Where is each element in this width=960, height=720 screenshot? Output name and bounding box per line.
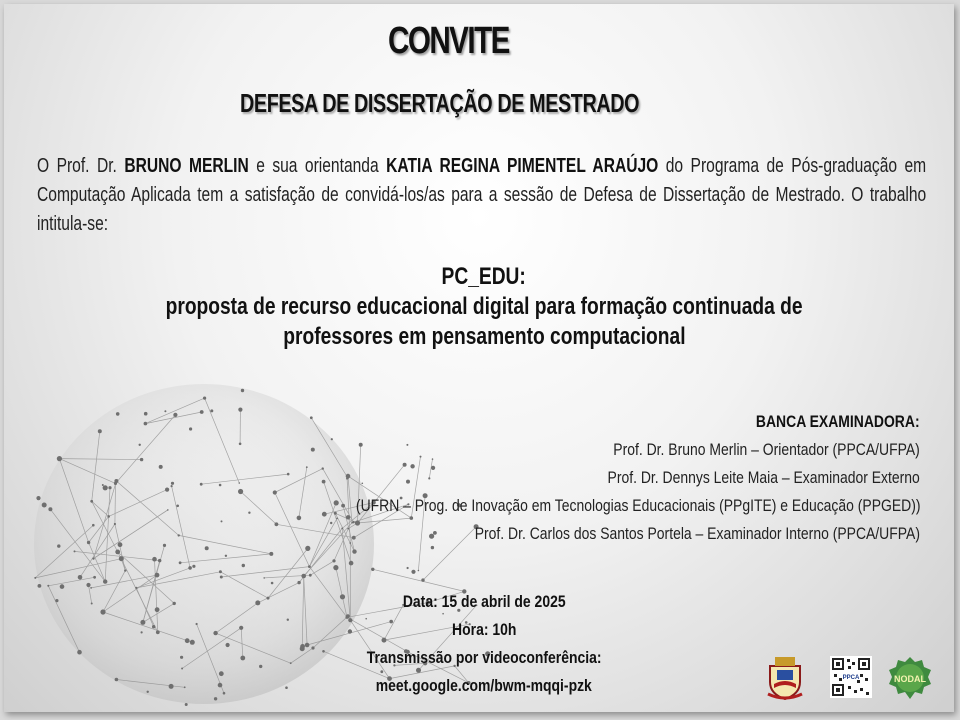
network-node (155, 607, 160, 612)
network-node (152, 625, 155, 628)
network-node (100, 609, 105, 614)
network-node (47, 585, 49, 587)
event-subtitle: DEFESA DE DISSERTAÇÃO DE MESTRADO (240, 88, 640, 118)
network-node (255, 600, 260, 605)
network-node (239, 626, 243, 630)
network-node (171, 482, 174, 485)
network-node (290, 662, 292, 664)
committee-member: Prof. Dr. Bruno Merlin – Orientador (PPCA/UFPA) (613, 440, 920, 459)
network-node (116, 412, 120, 416)
network-node (333, 565, 338, 570)
network-node (74, 550, 76, 552)
network-node (188, 566, 192, 570)
network-node (241, 389, 244, 392)
network-node (218, 683, 223, 688)
network-node (285, 686, 288, 689)
network-node (156, 630, 160, 634)
committee-section (232, 408, 921, 548)
network-node (55, 599, 58, 602)
network-node (171, 485, 173, 487)
network-node (103, 579, 107, 583)
network-node (108, 486, 111, 489)
network-node (158, 559, 161, 562)
network-node (87, 541, 90, 544)
network-node (196, 623, 198, 625)
network-node (57, 544, 60, 547)
network-node (90, 587, 92, 589)
network-node (371, 568, 374, 571)
network-node (176, 505, 179, 508)
network-node (144, 412, 148, 416)
network-node (164, 410, 166, 412)
network-node (421, 578, 424, 581)
network-node (140, 458, 143, 461)
network-node (93, 576, 96, 579)
network-node (214, 697, 217, 700)
network-node (38, 584, 42, 588)
network-node (140, 620, 145, 625)
network-node (210, 409, 213, 412)
qr-code-icon (830, 656, 872, 698)
network-node (165, 488, 169, 492)
network-node (135, 587, 137, 589)
advisor-name: BRUNO MERLIN (124, 155, 249, 177)
event-transmission: Transmissão por videoconferência: (366, 648, 602, 667)
network-node (118, 542, 123, 547)
network-node (147, 691, 149, 693)
network-node (301, 574, 306, 579)
network-node (144, 422, 148, 426)
network-node (352, 549, 356, 553)
network-node (77, 650, 82, 655)
network-node (263, 577, 265, 579)
university-crest-logo (764, 656, 806, 700)
network-node (141, 631, 143, 633)
network-node (114, 482, 117, 485)
intro-paragraph (37, 152, 927, 239)
network-node (167, 509, 169, 511)
network-node (411, 570, 415, 574)
network-node (184, 686, 186, 688)
network-node (192, 565, 195, 568)
network-node (259, 665, 262, 668)
event-time: Hora: 10h (451, 620, 517, 639)
committee-member: Prof. Dr. Carlos dos Santos Portela – Examinador Interno (PPCA/UFPA) (474, 524, 920, 543)
work-title-line3: professores em pensamento computacional (282, 323, 686, 350)
network-node (242, 564, 245, 567)
qr-caption: PPCA (842, 675, 860, 681)
network-node (418, 570, 420, 572)
network-node (200, 483, 203, 486)
invitation-card (4, 4, 954, 712)
network-node (226, 643, 230, 647)
intro-text-3: do Programa de Pós-graduação em Computação Aplicada tem a satisfação de convidá-los/as para a sessão de Defesa de Dissertação de Mestrado. O trabalho intitula-se: (37, 155, 927, 235)
network-node (203, 397, 206, 400)
committee-heading: BANCA EXAMINADORA: (756, 412, 920, 431)
network-node (269, 552, 273, 556)
network-node (102, 484, 104, 486)
network-node (86, 583, 90, 587)
network-node (48, 507, 52, 511)
committee-member: Prof. Dr. Dennys Leite Maia – Examinador Externo (607, 468, 920, 487)
network-node (155, 573, 160, 578)
network-node (225, 555, 227, 557)
network-node (98, 429, 102, 433)
invitation-title: CONVITE (388, 20, 509, 62)
network-node (78, 575, 83, 580)
network-node (92, 558, 94, 560)
network-node (36, 496, 40, 500)
network-node (163, 544, 166, 547)
network-node (119, 556, 124, 561)
nodal-text: NODAL (894, 674, 926, 684)
intro-text-1: O Prof. Dr. (37, 155, 125, 177)
network-node (107, 515, 110, 518)
network-node (287, 619, 289, 621)
network-node (92, 524, 95, 527)
network-node (115, 550, 120, 555)
network-node (190, 640, 195, 645)
student-name: KATIA REGINA PIMENTEL ARAÚJO (386, 155, 659, 177)
network-node (60, 584, 65, 589)
network-node (220, 576, 223, 579)
network-node (180, 656, 183, 659)
network-node (173, 602, 176, 605)
work-title-line2: proposta de recurso educacional digital para formação continuada de (165, 293, 803, 320)
committee-member-affiliation: (UFRN – Prog. de Inovação em Tecnologias Educacionais (PPgITE) e Educação (PPGED)) (355, 496, 920, 515)
network-node (221, 520, 223, 522)
network-node (213, 631, 217, 635)
network-node (90, 500, 93, 503)
network-node (124, 569, 126, 571)
network-node (114, 523, 116, 525)
logos (764, 656, 944, 704)
network-node (309, 574, 312, 577)
network-node (205, 546, 209, 550)
network-node (152, 557, 157, 562)
meeting-link[interactable]: meet.google.com/bwm-mqqi-pzk (375, 676, 593, 695)
network-node (189, 427, 192, 430)
work-title-line1: PC_EDU: (441, 263, 527, 290)
network-node (185, 638, 190, 643)
network-node (179, 561, 182, 564)
network-node (407, 567, 409, 569)
network-node (219, 570, 222, 573)
network-node (57, 456, 62, 461)
network-node (185, 703, 188, 706)
network-node (159, 465, 163, 469)
network-node (219, 484, 222, 487)
intro-text-2: e sua orientanda (248, 155, 387, 177)
network-node (91, 603, 93, 605)
network-node (219, 671, 224, 676)
network-node (240, 656, 245, 661)
network-node (173, 413, 177, 417)
network-node (169, 684, 174, 689)
network-node (349, 561, 354, 566)
event-date: Data: 15 de abril de 2025 (402, 592, 566, 611)
network-node (271, 582, 274, 585)
network-node (139, 444, 141, 446)
network-node (103, 485, 108, 490)
network-node (223, 692, 226, 695)
network-node (200, 410, 204, 414)
network-node (181, 668, 183, 670)
event-info (304, 588, 664, 700)
network-node (332, 559, 335, 562)
network-node (178, 534, 180, 536)
work-title (64, 262, 904, 352)
network-node (297, 581, 300, 584)
network-node (308, 565, 311, 568)
network-node (42, 503, 47, 508)
nodal-logo (888, 656, 932, 700)
network-node (267, 597, 270, 600)
network-node (34, 577, 36, 579)
network-node (115, 678, 119, 682)
